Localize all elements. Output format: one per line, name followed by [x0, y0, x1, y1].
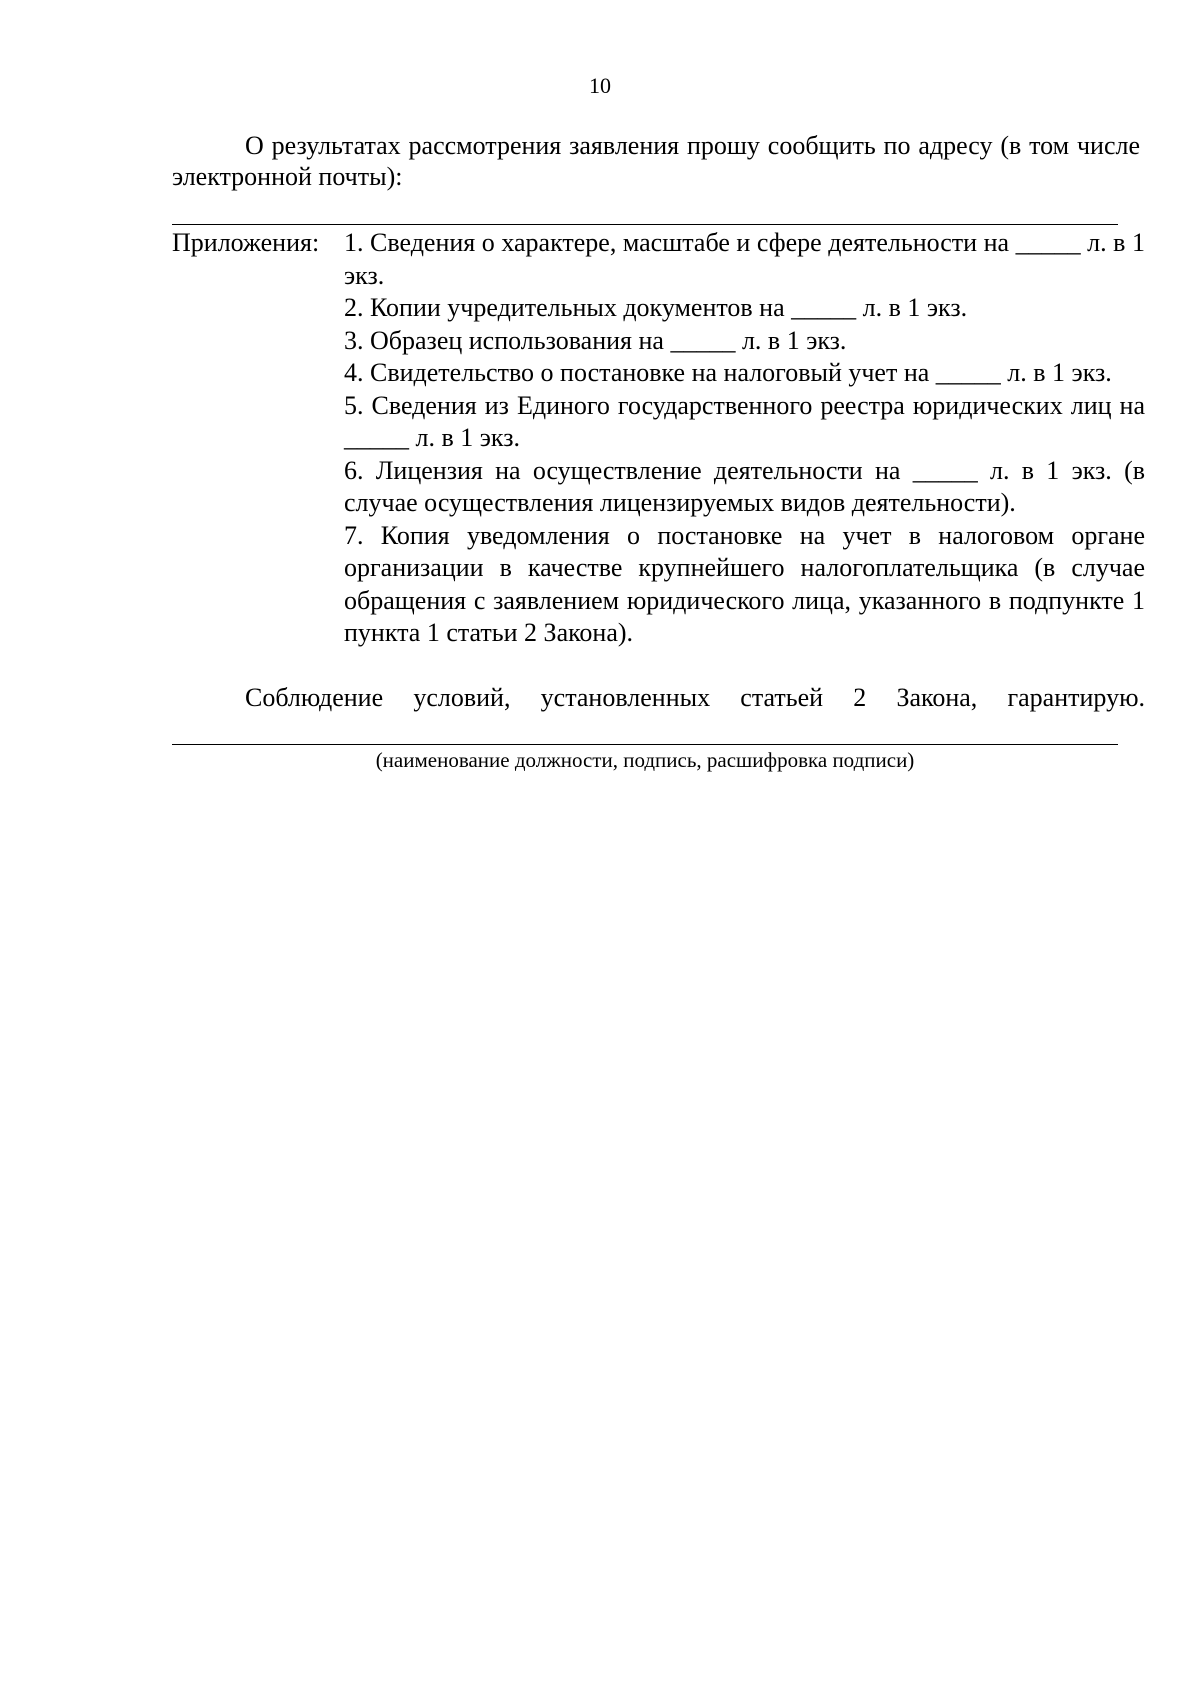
- intro-text: О результатах рассмотрения заявления прошу сообщить по адресу (в том числе электронной почты):: [172, 131, 1140, 191]
- attachment-item-4: 4. Свидетельство о постановке на налоговый учет на _____ л. в 1 экз.: [344, 358, 1112, 387]
- attachment-item-7: 7. Копия уведомления о постановке на учет в налоговом органе организации в качестве крупнейшего налогоплательщика (в случае обращения с заявлением юридического лица, указанного в подпункте 1 пункта 1 статьи 2 Закона).: [344, 520, 1145, 647]
- address-blank-line: [172, 224, 1118, 225]
- page-number: 10: [589, 73, 611, 98]
- signature-blank-line: [172, 744, 1118, 745]
- attachments-list: [344, 227, 1145, 650]
- attachment-item-2: 2. Копии учредительных документов на _____ л. в 1 экз.: [344, 293, 968, 322]
- attachment-item-3: 3. Образец использования на _____ л. в 1 экз.: [344, 325, 847, 355]
- attachments-label: Приложения:: [172, 228, 320, 257]
- attachment-item-6: 6. Лицензия на осуществление деятельности на _____ л. в 1 экз. (в случае осуществления лицензируемых видов деятельности).: [344, 455, 1145, 517]
- attachment-item-1: 1. Сведения о характере, масштабе и сфере деятельности на _____ л. в 1 экз.: [344, 228, 1145, 290]
- intro-paragraph: [172, 130, 1140, 192]
- guarantee-statement: Соблюдение условий, установленных статьей 2 Закона, гарантирую.: [245, 683, 1145, 712]
- signature-caption: (наименование должности, подпись, расшифровка подписи): [375, 748, 915, 772]
- attachment-item-5: 5. Сведения из Единого государственного реестра юридических лиц на _____ л. в 1 экз.: [344, 390, 1145, 452]
